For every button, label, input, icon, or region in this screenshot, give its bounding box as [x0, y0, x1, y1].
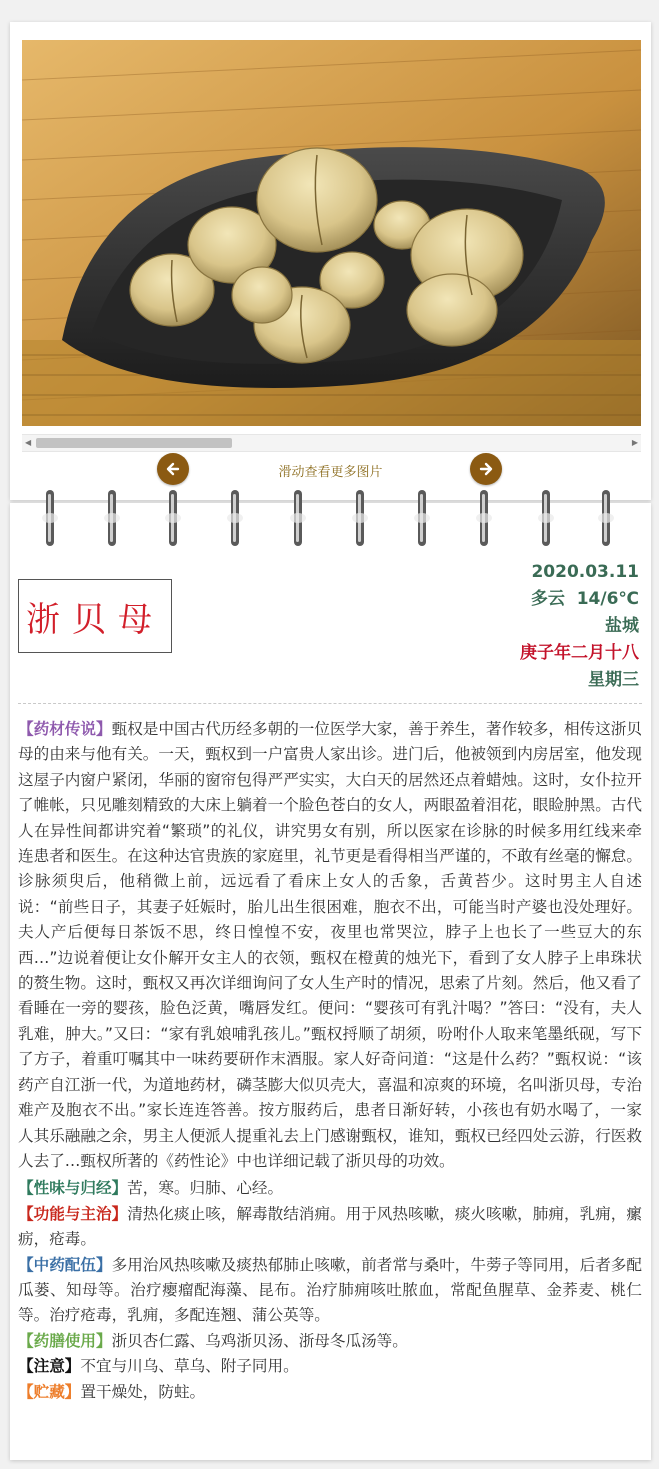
herb-description — [18, 717, 642, 1405]
date-info — [520, 559, 639, 694]
binder-ring-icon — [598, 490, 614, 546]
section-text: 苦，寒。归肺、心经。 — [127, 1179, 284, 1198]
date-text: 2020.03.11 — [531, 562, 639, 582]
section-text: 浙贝杏仁露、乌鸡浙贝汤、浙母冬瓜汤等。 — [111, 1331, 408, 1350]
weather-text: 多云 14/6℃ — [530, 589, 639, 609]
lunar-date-text: 庚子年二月十八 — [520, 643, 639, 663]
section-label: 【贮藏】 — [18, 1382, 81, 1401]
arrow-right-circle-icon — [478, 461, 494, 477]
divider — [18, 703, 642, 704]
binder-ring-icon — [42, 490, 58, 546]
binder-ring-icon — [476, 490, 492, 546]
binder-ring-icon — [165, 490, 181, 546]
section-function — [18, 1202, 642, 1253]
section-taste-meridian — [18, 1176, 642, 1201]
city-text: 盐城 — [605, 616, 639, 636]
herb-photo[interactable] — [22, 40, 641, 426]
binder-ring-icon — [290, 490, 306, 546]
section-label: 【注意】 — [18, 1357, 81, 1376]
scrollbar-thumb[interactable] — [36, 438, 232, 448]
section-label: 【性味与归经】 — [18, 1179, 128, 1198]
seal-text: 浙贝母 — [26, 599, 164, 640]
section-legend — [18, 717, 642, 1174]
section-label: 【功能与主治】 — [18, 1204, 128, 1223]
herb-photo-illustration — [22, 40, 641, 426]
weekday-text: 星期三 — [588, 670, 639, 690]
swipe-hint: 滑动查看更多图片 — [278, 465, 383, 480]
section-compatibility — [18, 1253, 642, 1329]
binder-rings — [0, 490, 659, 550]
section-text: 置干燥处，防蛀。 — [80, 1382, 206, 1401]
herb-info-card — [10, 503, 651, 1460]
scroll-left-arrow-icon[interactable]: ◀ — [25, 438, 32, 447]
next-image-button[interactable] — [470, 453, 502, 485]
binder-ring-icon — [352, 490, 368, 546]
section-text: 不宜与川乌、草乌、附子同用。 — [80, 1357, 299, 1376]
section-storage — [18, 1380, 642, 1405]
section-text: 甄权是中国古代历经多朝的一位医学大家，善于养生，著作较多，相传这浙贝母的由来与他有关。一天，甄权到一户富贵人家出诊。进门后，他被领到内房居室，他发现这屋子内窗户紧闭，华丽的窗帘包得严严实实，大白天的居然还点着蜡烛。这时，女仆拉开了帷帐，只见雕刻精致的大床上躺着一个脸色苍白的女人，两眼盈着泪花，眼睑肿黑。古代人在异性间都讲究着“繁琐”的礼仪，讲究男女有别，所以医家在诊脉的时候多用红线来牵连患者和医生。在这种达官贵族的家庭里，礼节更是看得相当严谨的，不敢有丝毫的懈怠。诊脉须臾后，他稍微上前，远远看了看床上女人的舌象，舌黄苔少。这时男主人自述说：“前些日子，其妻子妊娠时，胎儿出生很困难，胞衣不出，可能当时产婆也没处理好。夫人产后便每日茶饭不思，终日惶惶不安，夜里也常哭泣，脖子上也长了一些豆大的东西…”边说着便让女仆解开女主人的衣领，甄权在橙黄的烛光下，看到了女人脖子上串珠状的赘生物。这时，甄权又再次详细询问了女人生产时的情况，思索了片刻。然后，他又看了看睡在一旁的婴孩，脸色泛黄，嘴唇发红。便问：“婴孩可有乳汁喝？”答曰：“没有，夫人乳难，肿大。”又曰：“家有乳娘哺乳孩儿。”甄权捋顺了胡须，吩咐仆人取来笔墨纸砚，写下了方子，着重叮嘱其中一味药要研作末酒服。家人好奇问道：“这是什么药？”甄权说：“该药产自江浙一代，为道地药材，磷茎膨大似贝壳大，喜温和凉爽的环境，名叫浙贝母，专治难产及胞衣不出。”家长连连答善。按方服药后，患者日渐好转，小孩也有奶水喝了，一家人其乐融融之余，男主人便派人提重礼去上门感谢甄权，谁知，甄权已经四处云游，行医救人去了…甄权所著的《药性论》中也详细记载了浙贝母的功效。 — [18, 720, 642, 1170]
gallery-card — [10, 22, 651, 500]
binder-ring-icon — [104, 490, 120, 546]
section-label: 【中药配伍】 — [18, 1255, 112, 1274]
section-recipes — [18, 1329, 642, 1354]
section-text: 多用治风热咳嗽及痰热郁肺止咳嗽，前者常与桑叶，牛蒡子等同用，后者多配瓜蒌、知母等。治疗瘿瘤配海藻、昆布。治疗肺痈咳吐脓血，常配鱼腥草、金荞麦、桃仁等。治疗疮毒，乳痈，多配连翘、蒲公英等。 — [18, 1255, 642, 1325]
binder-ring-icon — [538, 490, 554, 546]
herb-name-seal — [18, 579, 172, 653]
section-label: 【药膳使用】 — [18, 1331, 112, 1350]
binder-ring-icon — [227, 490, 243, 546]
section-label: 【药材传说】 — [18, 720, 112, 738]
scroll-right-arrow-icon[interactable]: ▶ — [631, 438, 638, 447]
section-text: 清热化痰止咳，解毒散结消痈。用于风热咳嗽，痰火咳嗽，肺痈，乳痈，瘰疬，疮毒。 — [18, 1204, 642, 1249]
binder-ring-icon — [414, 490, 430, 546]
gallery-scrollbar[interactable] — [22, 434, 641, 452]
section-caution — [18, 1354, 642, 1379]
